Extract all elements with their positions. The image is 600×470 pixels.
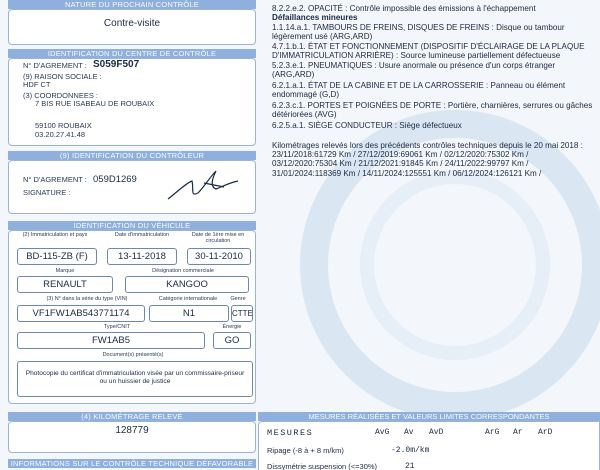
marque-label: Marque bbox=[55, 268, 75, 274]
kilometrages-list: 23/11/2018:61729 Km / 27/12/2019:69061 Km / 02/12/2020:75302 Km / 03/12/2020:75304 Km / 21/12/2021:91845 Km / 24/11/2022:99797 Km / 31/01/2024:118369 Km / 14/11/2024:125551 Km / 06/12/2024:126121 Km / bbox=[272, 150, 542, 178]
col-arg: ArG bbox=[485, 428, 500, 437]
defaillance-text: Panneau ou élément endommagé (G,D) bbox=[272, 81, 566, 100]
dissymetrie-label: Dissymétrie suspension (<=30%) bbox=[267, 462, 378, 470]
defaillance-text: Usure anormale ou présence d'un corps étranger (ARG,ARD) bbox=[272, 61, 556, 80]
date-first-field: 30-11-2010 bbox=[187, 248, 251, 265]
address-line1: 7 BIS RUE ISABEAU DE ROUBAIX bbox=[35, 99, 155, 108]
cat-field: N1 bbox=[149, 305, 229, 322]
signature-label: SIGNATURE : bbox=[23, 188, 71, 197]
signature-scribble bbox=[164, 165, 244, 205]
centre-agrement-label: N° D'AGREMENT : bbox=[23, 61, 87, 70]
ripage-label: Ripage (-8 à + 8 m/km) bbox=[267, 446, 344, 455]
designation-label: Désignation commerciale bbox=[152, 268, 214, 274]
vin-label: (3) N° dans la série du type (VIN) bbox=[46, 296, 128, 302]
centre-agrement-value: S059F507 bbox=[93, 59, 140, 70]
centre-header: IDENTIFICATION DU CENTRE DE CONTRÔLE bbox=[8, 49, 256, 58]
cat-label: Catégorie internationale bbox=[158, 296, 218, 302]
defaillance-item bbox=[272, 42, 594, 61]
col-av: Av bbox=[404, 428, 414, 437]
defaillance-code: 1.1.14.a.1. TAMBOURS DE FREINS, DISQUES DE FREINS : bbox=[272, 23, 494, 32]
kilometrages-intro: Kilométrages relevés lors des précédents contrôles techniques depuis le 20 mai 2018 : bbox=[272, 141, 583, 150]
defaillance-code: 4.7.1.b.1. ÉTAT ET FONCTIONNEMENT (DISPOSITIF D'ÉCLAIRAGE DE LA PLAQUE D'IMMATRICULATION ARRIÈRE) : bbox=[272, 42, 585, 61]
vehicule-header: IDENTIFICATION DU VÉHICULE bbox=[8, 221, 256, 230]
col-ard: ArD bbox=[538, 428, 553, 437]
controleur-header: (9) IDENTIFICATION DU CONTRÔLEUR bbox=[8, 151, 256, 160]
date-immat-field: 13-11-2018 bbox=[107, 248, 177, 265]
defaillance-text: Disque ou tambour légèrement usé (ARG,ARD) bbox=[272, 23, 565, 42]
address-line2: 59100 ROUBAIX bbox=[35, 121, 92, 130]
defaillance-text: Source lumineuse partiellement défectueuse bbox=[400, 51, 561, 61]
defaillance-code: 6.2.5.a.1. SIÈGE CONDUCTEUR : bbox=[272, 121, 398, 130]
ripage-value: -2.0m/km bbox=[391, 446, 430, 455]
defaillance-item bbox=[272, 81, 594, 100]
defaillance-text: Portière, charnières, serrures ou gâches détériorées (AVG) bbox=[272, 101, 593, 120]
col-avd: AvD bbox=[429, 428, 444, 437]
docs-label: Document(s) présenté(s) bbox=[102, 352, 164, 358]
immat-field: BD-115-ZB (F) bbox=[17, 248, 97, 265]
defaillance-item bbox=[272, 61, 594, 80]
nature-value: Contre-visite bbox=[103, 18, 161, 29]
nature-header: NATURE DU PROCHAIN CONTRÔLE bbox=[8, 0, 256, 9]
col-ar: Ar bbox=[513, 428, 523, 437]
kilometrage-header: (4) KILOMÉTRAGE RELEVÉ bbox=[8, 412, 256, 421]
defaillance-code: 6.2.1.a.1. ÉTAT DE LA CABINE ET DE LA CARROSSERIE : bbox=[272, 81, 489, 90]
coord-label: (3) COORDONNEES : bbox=[23, 91, 99, 100]
kilometrage-value: 128779 bbox=[115, 425, 149, 436]
defaillance-text: Siège défectueux bbox=[399, 121, 462, 130]
marque-field: RENAULT bbox=[17, 276, 113, 293]
vin-field: VF1FW1AB543771174 bbox=[17, 305, 145, 322]
col-avg: AvG bbox=[375, 428, 390, 437]
raison-value: HDF CT bbox=[23, 80, 51, 89]
phone: 03.20.27.41.48 bbox=[35, 130, 86, 139]
energie-field: GO bbox=[213, 332, 251, 349]
kilometrage-box bbox=[8, 421, 256, 453]
immat-label: (2) Immatriculation et pays bbox=[22, 232, 88, 238]
defaillance-item bbox=[272, 23, 594, 42]
docs-field: Photocopie du certificat d'immatriculation visée par un commissaire-priseur ou un huissier de justice bbox=[17, 361, 253, 397]
dissymetrie-value: 21 bbox=[405, 462, 415, 470]
controleur-agrement-value: 059D1269 bbox=[93, 174, 137, 185]
mesures-header: MESURES RÉALISÉES ET VALEURS LIMITES CORRESPONDANTES bbox=[258, 412, 600, 421]
raison-label: (9) RAISON SOCIALE : bbox=[23, 72, 102, 81]
defaillances-title: Défaillances mineures bbox=[272, 13, 358, 22]
defaillance-code: 6.2.3.c.1. PORTES ET POIGNÉES DE PORTE : bbox=[272, 101, 446, 110]
type-field: FW1AB5 bbox=[17, 332, 205, 349]
defaillance-code: 5.2.3.e.1. PNEUMATIQUES : bbox=[272, 61, 377, 70]
defaillance-item bbox=[272, 101, 594, 120]
designation-field: KANGOO bbox=[125, 276, 249, 293]
energie-label: Énergie bbox=[222, 324, 242, 330]
genre-label: Genre bbox=[230, 296, 246, 302]
date-immat-label: Date d'immatriculation bbox=[114, 232, 170, 238]
controleur-box bbox=[8, 160, 256, 214]
infos-header: INFORMATIONS SUR LE CONTRÔLE TECHNIQUE DÉFAVORABLE bbox=[8, 459, 256, 468]
mesures-box bbox=[258, 421, 600, 470]
watermark-inner-ring bbox=[360, 170, 550, 360]
nature-box bbox=[8, 9, 256, 45]
centre-box bbox=[8, 58, 256, 146]
controleur-agrement-label: N° D'AGREMENT : bbox=[23, 175, 87, 184]
defaillance-item bbox=[272, 121, 594, 130]
mesures-title: MESURES bbox=[267, 428, 314, 438]
type-label: Type/CNIT bbox=[103, 324, 131, 330]
date-first-label: Date de 1ère mise en circulation bbox=[191, 232, 245, 244]
genre-field: CTTE bbox=[231, 305, 253, 322]
vehicule-box bbox=[8, 230, 256, 404]
opacite-line: 8.2.2.e.2. OPACITÉ : Contrôle impossible des émissions à l'échappement bbox=[272, 4, 536, 13]
